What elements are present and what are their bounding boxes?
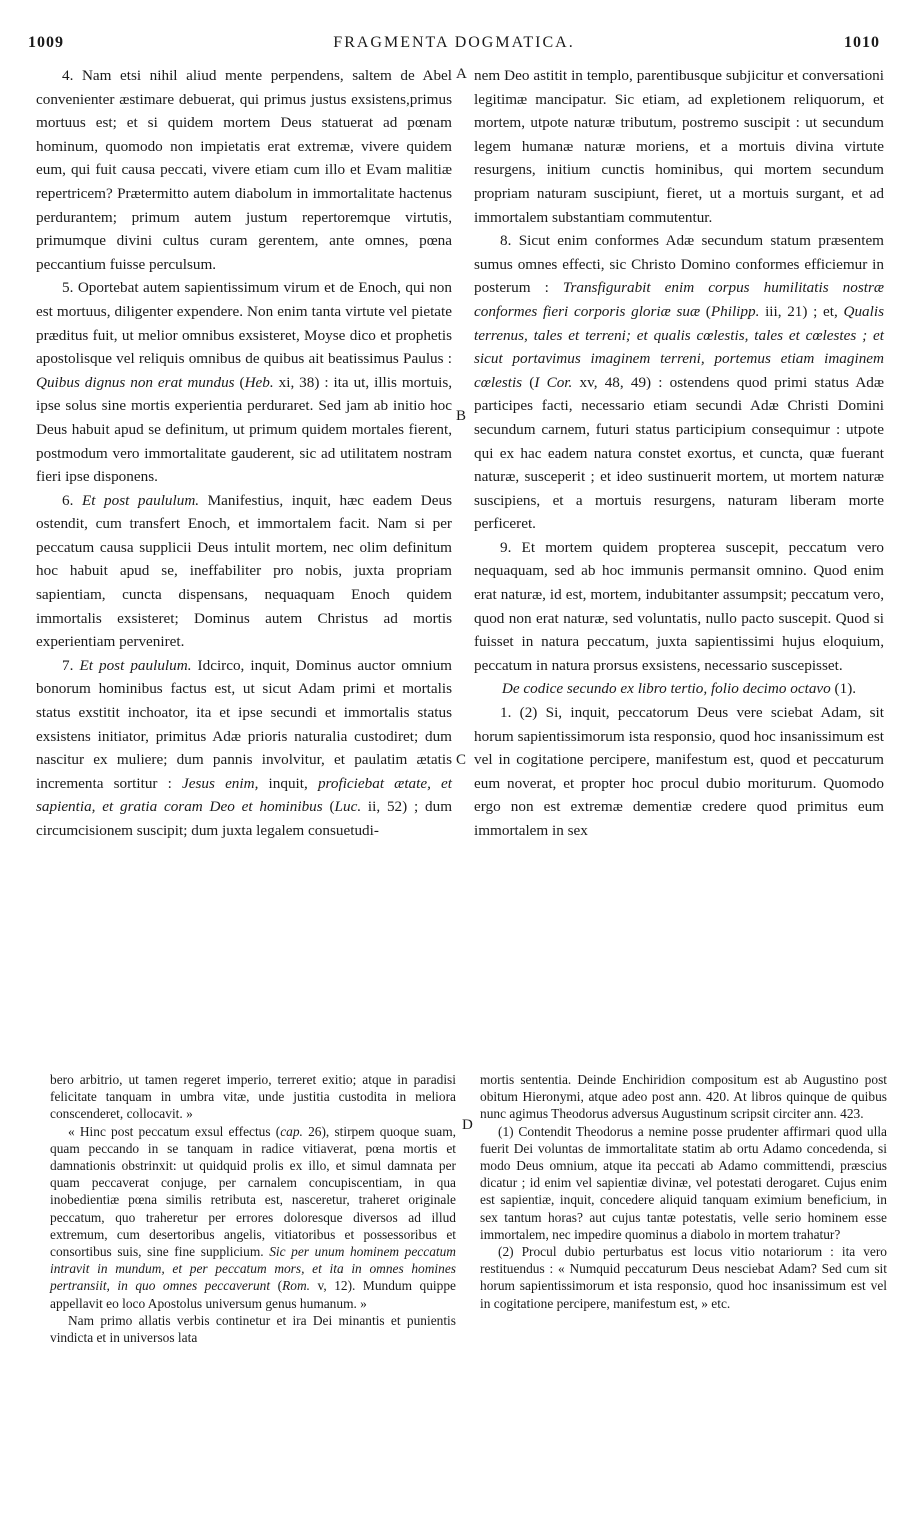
footnote-quote: « Hinc post peccatum exsul effectus (cap. 26), stirpem quoque suam, quam peccando in se tanquam in radice vitiaverat, pœna mortis et damnationis obstrinxit: ut quidquid prolis ex illo, et simul damnata per quam peccaverat conjuge, per carnalem concupiscentiam, in qua inobedientiæ pœna similis retributa est, nasceretur, traheret originale peccatum, quo traheretur per errores doloresque diversos ad illud extremum, cum desertoribus angelis, vitiatoribus et possessoribus et consortibus suis, sine fine supplicium. Sic per unum hominem peccatum intravit in mundum, et per peccatum mors, et ita in omnes homines pertransiit, in quo omnes peccaverunt (Rom. v, 12). Mundum quippe appellavit eo loco Apostolus universum genus humanum. » bbox=[50, 1123, 456, 1311]
paragraph-4: 4. Nam etsi nihil aliud mente perpendens, saltem de Abel convenienter æstimare debuerat, qui primus justus exsistens,primus mortuus est; et si quidem mortem Deus statuerat ad pœnam hominum, quomodo non impietatis erat extremæ, vivere quidem eum, qui fuit causa peccati, vivere etiam cum illo et Evam malitiæ repertricem? Prætermitto autem diabolum in immortalitate hactenus perdurantem; primum autem justum repertoremque virtutis, primumque divini cultus curam gerentem, ante omnes, pœna peccantium fuisse perculsum. bbox=[36, 67, 452, 273]
margin-marker-a: A bbox=[456, 66, 467, 82]
margin-marker-b: B bbox=[456, 408, 467, 424]
page-header bbox=[28, 34, 880, 56]
page-number-right: 1010 bbox=[844, 34, 880, 51]
paragraph-9: 9. Et mortem quidem propterea suscepit, peccatum vero nequaquam, sed ab hoc immunis permansit omnino. Quod enim erat naturæ, id est, mortem, indubitanter assumpsit; peccatum vero, quod non erat naturæ, sed voluntatis, nullo pacto suscepit. Quod si fuisset in natura peccatum, juxta sapientissimi hujus eloquium, peccatum in natura prorsus exsistens, necessario suscepisset. bbox=[474, 538, 884, 674]
paragraph-1: 1. (2) Si, inquit, peccatorum Deus vere sciebat Adam, sit horum sapientissimorum ista responsio, quod hoc insanissimum est vel in cogitatione percipere, manifestum est, quod et peccaturum eum noverat, et propter hoc procul dubio moriturum. Quomodo ergo non est extremæ dementiæ credere quod primitus eum immortalem in sex bbox=[474, 704, 884, 839]
margin-marker-d: D bbox=[462, 1117, 473, 1133]
footnote-continuation: bero arbitrio, ut tamen regeret imperio, terreret exitio; atque in paradisi felicitate tanquam in umbra vitæ, unde justitia custodita in meliora conscenderet, collocavit. » bbox=[50, 1072, 456, 1122]
footnote-continuation-right: mortis sententia. Deinde Enchiridion compositum est ab Augustino post obitum Hieronymi, atque adeo post ann. 420. At libros quinque de quibus nunc agimus Theodorus adversus Augustinum scripsit circiter ann. 423. bbox=[480, 1072, 887, 1122]
page-number-left: 1009 bbox=[28, 34, 64, 51]
paragraph-8: 8. Sicut enim conformes Adæ secundum statum præsentem sumus omnes effecti, sic Christo Domino conformes efficiemur in posterum : Transfigurabit enim corpus humilitatis nostræ conformes fieri corporis gloriæ suæ (Philipp. iii, 21) ; et, Qualis terrenus, tales et terreni; et qualis cœlestis, tales et cœlestes ; et sicut portavimus imaginem terreni, portemus etiam imaginem cœlestis (I Cor. xv, 48, 49) : ostendens quod primi status Adæ participes facti, necessario etiam secundi Adæ Christi Domini secundum carnem, futuri status participium consequimur : utpote qui ex hac eadem natura constet exortus, et cuncta, quæ fuerant naturæ, susceperit ; et ideo sustinuerit mortem, ut mortem naturæ suscipiens, et a mortuis resurgens, naturam liberam morte perficeret. bbox=[474, 232, 885, 533]
running-title: FRAGMENTA DOGMATICA. bbox=[333, 34, 575, 51]
right-footnotes-column bbox=[480, 1071, 887, 1312]
left-footnotes-column bbox=[50, 1071, 456, 1346]
paragraph-5: 5. Oportebat autem sapientissimum virum et de Enoch, qui non est mortuus, diligenter expendere. Non enim tanta virtute vel pietate præditus fuit, ut melior omnibus exsisteret, Moyse dico et prophetis apostolisque vel reliquis omnibus de quibus ait beatissimus Paulus : Quibus dignus non erat mundus (Heb. xi, 38) : ita ut, illis mortuis, ipse solus sine mortis experientia perduraret. Sed jam ab initio hoc Deus habuit apud se definitum, ut primum quidem mortales fierent, postmodum vero immortalitate gauderent, sic ad utilitatem nostram fieri ipse disponens. bbox=[36, 279, 453, 486]
footnote-paragraph: Nam primo allatis verbis continetur et ira Dei minantis et punientis vindicta et in universos lata bbox=[50, 1312, 456, 1346]
footnote-2: (2) Procul dubio perturbatus est locus vitio notariorum : ita vero restituendus : « Numquid peccaturum Deus nesciebat Adam? Sed cum sit horum sapientissimorum et ista responsio, quod hoc insanissimum est vel in cogitatione percipere, manifestum est, » etc. bbox=[480, 1244, 887, 1311]
paragraph-7: 7. Et post paululum. Idcirco, inquit, Dominus auctor omnium bonorum hominibus factus est, ut sicut Adam primi et mortalis status exstitit inchoator, ita et ipse secundi et immortalis status exsistens initiator, primitus Adæ prioris naturalia custodiret; dum nascitur ex muliere; dum pannis involvitur, et paulatim ætatis incrementa sortitur : Jesus enim, inquit, proficiebat ætate, et sapientia, et gratia coram Deo et hominibus (Luc. ii, 52) ; dum circumcisionem suscipit; dum juxta legalem consuetudi- bbox=[36, 656, 453, 839]
section-heading: De codice secundo ex libro tertio, folio decimo octavo (1). bbox=[501, 680, 857, 698]
margin-marker-c: C bbox=[456, 752, 467, 768]
paragraph-continuation: nem Deo astitit in templo, parentibusque subjicitur et conversationi legitimæ mancipatur. Sic etiam, ad expletionem reliquorum, et mortem, utpote naturæ tributum, postremo suscipit : ut secundum legem humanæ naturæ moriens, et a mortuis divina virtute resurgens, initium cunctis hominibus, qui mortem secundum propriam naturam suscipiunt, fieret, ut a mortuis surgant, et ad immortalem substantiam commutentur. bbox=[474, 67, 884, 226]
right-main-column bbox=[474, 64, 884, 843]
left-main-column bbox=[36, 64, 452, 843]
paragraph-6: 6. Et post paululum. Manifestius, inquit, hæc eadem Deus ostendit, cum transfert Enoch, et immortalem facit. Nam si per peccatum causa supplicii Deus intulit mortem, nec olim definitum hoc habuit apud se, ineffabiliter pro nobis, juxta propriam sapientiam, cuncta dispensans, nequaquam Enoch quidem immortalis exsisteret; Dominus autem Christus ad mortis experientiam perveniret. bbox=[36, 491, 452, 651]
footnote-1: (1) Contendit Theodorus a nemine posse prudenter affirmari quod ulla fuerit Dei voluntas de immortalitate statim ab ortu Adamo concedenda, si modo Deus omnium, atque ita peccati ab Adamo committendi, præscius dicatur ; id enim vel sapientiæ divinæ, vel potestati derogaret. Cujus enim est sapientiæ, inquit, concedere aliquid tanquam eximium beneficium, in sex tantum horas? aut cujus tantæ potestatis, velle serio hominem esse immortalem, nec impedire quominus a diabolo in mortem trahatur? bbox=[480, 1123, 887, 1242]
